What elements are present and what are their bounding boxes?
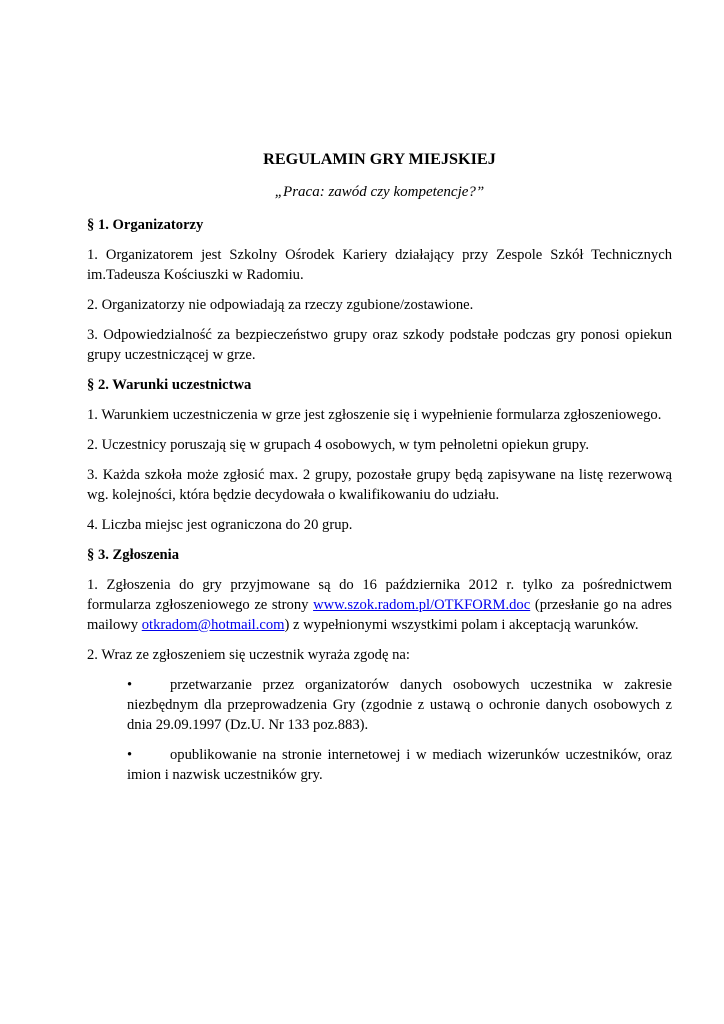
consent-item-text: opublikowanie na stronie internetowej i w mediach wizerunków uczestników, oraz imion i nazwisk uczestników gry. bbox=[127, 747, 672, 783]
section-2-paragraph-4: 4. Liczba miejsc jest ograniczona do 20 grup. bbox=[87, 517, 353, 533]
email-link[interactable]: otkradom@hotmail.com bbox=[141, 617, 285, 633]
section-2-paragraph-3: 3. Każda szkoła może zgłosić max. 2 grupy, pozostałe grupy będą zapisywane na listę rezerwową wg. kolejności, która będzie decydowała o kwalifikowaniu do udziału. bbox=[87, 467, 672, 503]
section-1-paragraph-2: 2. Organizatorzy nie odpowiadają za rzeczy zgubione/zostawione. bbox=[87, 297, 474, 313]
bullet-icon: • bbox=[127, 747, 133, 763]
section-2-paragraph-1: 1. Warunkiem uczestniczenia w grze jest zgłoszenie się i wypełnienie formularza zgłoszeniowego. bbox=[87, 407, 662, 423]
document-title: REGULAMIN GRY MIEJSKIEJ bbox=[263, 150, 496, 168]
section-3-paragraph-1-start: 1. Zgłoszenia do gry przyjmowane są do 16 października 2012 r. tylko za pośrednictwem formularza zgłoszeniowego ze strony bbox=[87, 577, 672, 613]
section-2-paragraph-2: 2. Uczestnicy poruszają się w grupach 4 osobowych, w tym pełnoletni opiekun grupy. bbox=[87, 437, 590, 453]
consent-list-item bbox=[127, 745, 672, 785]
section-3-paragraph-2: 2. Wraz ze zgłoszeniem się uczestnik wyraża zgodę na: bbox=[87, 647, 410, 663]
section-3-paragraph-1-mid: (przesłanie go na adres mailowy bbox=[87, 597, 672, 633]
consent-item-text: przetwarzanie przez organizatorów danych osobowych uczestnika w zakresie niezbędnym dla przeprowadzenia Gry (zgodnie z ustawą o ochronie danych osobowych z dnia 29.09.1997 (Dz.U. Nr 133 poz.883). bbox=[127, 677, 672, 733]
form-download-link[interactable]: www.szok.radom.pl/OTKFORM.doc bbox=[313, 597, 531, 613]
consent-list-item bbox=[127, 675, 672, 735]
section-3-paragraph-1 bbox=[87, 575, 672, 635]
section-2-heading: § 2. Warunki uczestnictwa bbox=[87, 377, 252, 393]
bullet-icon: • bbox=[127, 677, 133, 693]
section-1-heading: § 1. Organizatorzy bbox=[87, 217, 204, 233]
document-page bbox=[87, 148, 672, 795]
section-1-paragraph-3: 3. Odpowiedzialność za bezpieczeństwo grupy oraz szkody podstałe podczas gry ponosi opiekun grupy uczestniczącej w grze. bbox=[87, 327, 672, 363]
section-3-heading: § 3. Zgłoszenia bbox=[87, 547, 180, 563]
section-1-paragraph-1: 1. Organizatorem jest Szkolny Ośrodek Kariery działający przy Zespole Szkół Technicznych im.Tadeusza Kościuszki w Radomiu. bbox=[87, 247, 672, 283]
section-3-paragraph-1-end: ) z wypełnionymi wszystkimi polam i akceptacją warunków. bbox=[284, 617, 639, 633]
document-subtitle: „Praca: zawód czy kompetencje?” bbox=[274, 184, 485, 200]
